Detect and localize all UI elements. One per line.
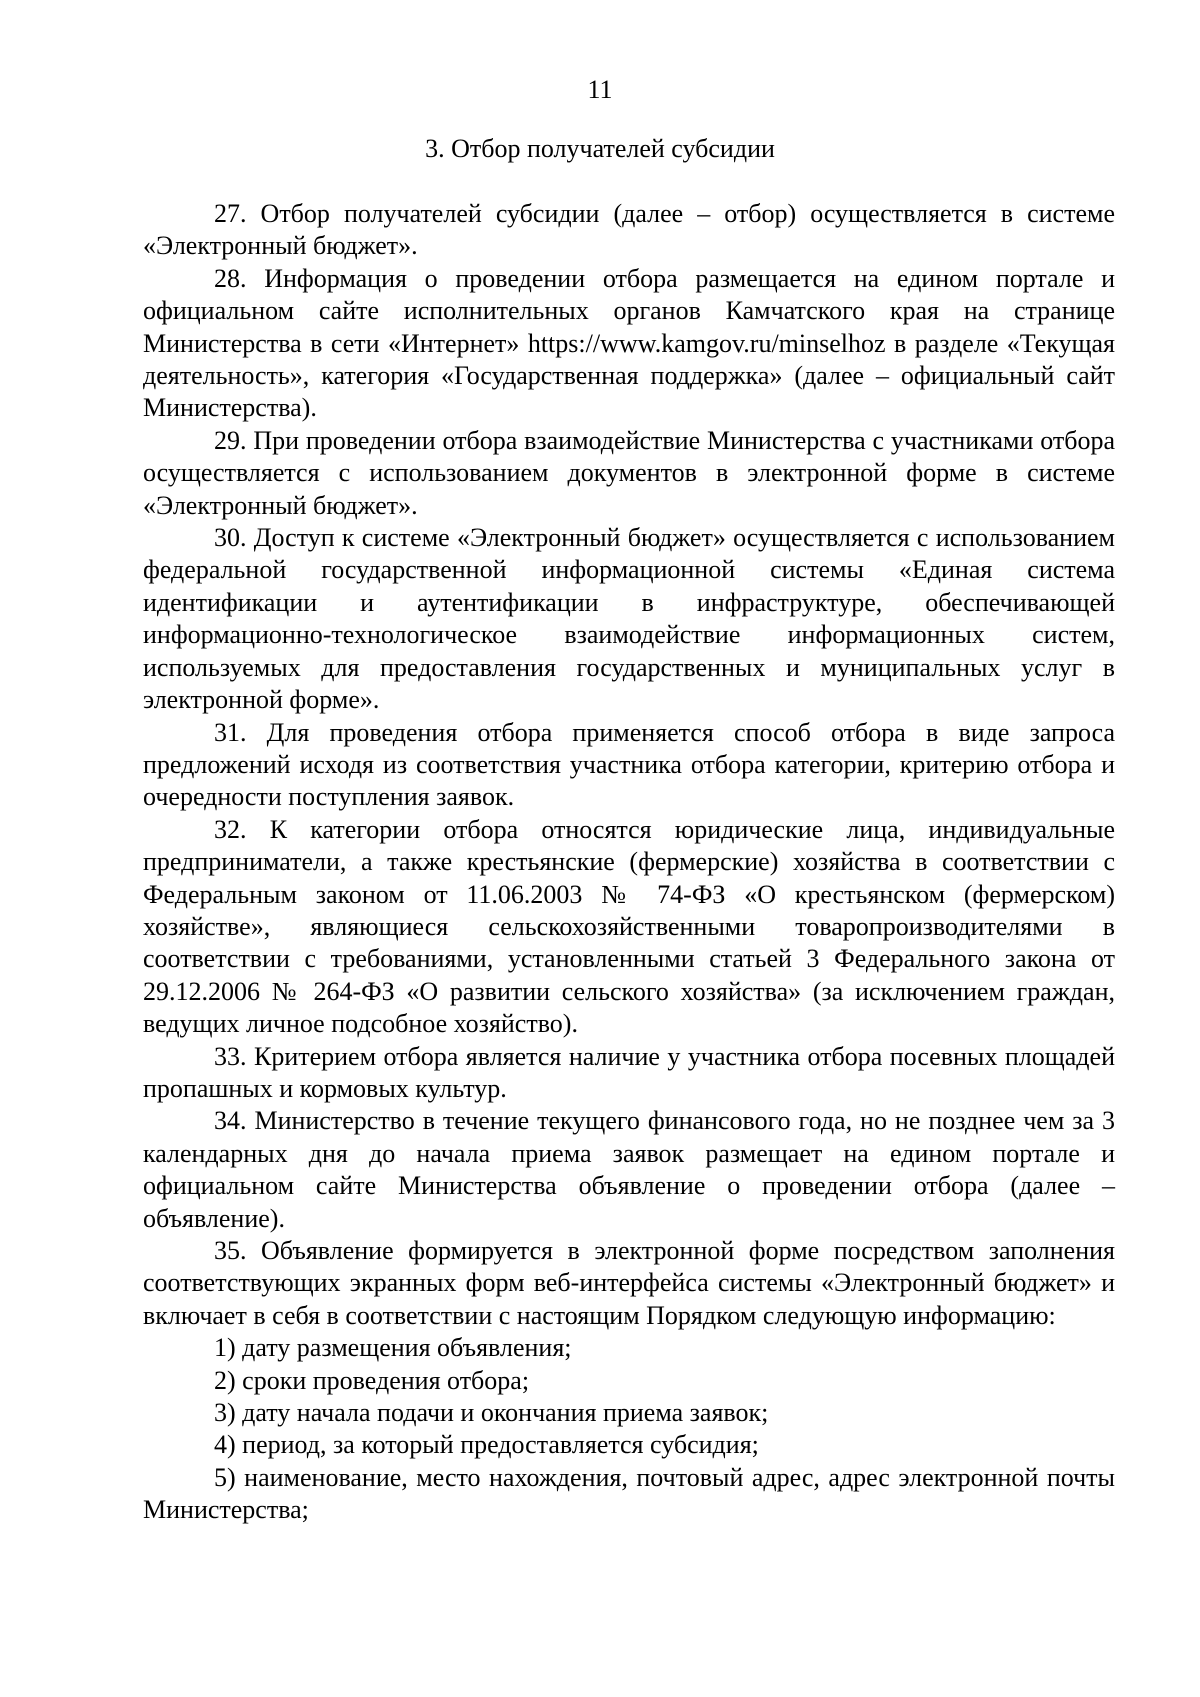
list-item-2: 2) сроки проведения отбора; [214,1365,530,1395]
list-item-5: 5) наименование, место нахождения, почтовый адрес, адрес электронной почты Министерства; [143,1462,1115,1525]
list-item-1: 1) дату размещения объявления; [214,1333,572,1363]
paragraph-28: 28. Информация о проведении отбора размещается на едином портале и официальном сайте исполнительных органов Камчатского края на странице Министерства в сети «Интернет» https://www.kamgov.ru/minselhoz в разделе «Текущая деятельность», категория «Государственная поддержка» (далее – официальный сайт Министерства). [143,263,1115,423]
section-title: 3. Отбор получателей субсидии [425,134,775,163]
paragraph-35: 35. Объявление формируется в электронной форме посредством заполнения соответствующих экранных форм веб-интерфейса системы «Электронный бюджет» и включает в себя в соответствии с настоящим Порядком следующую информацию: [143,1236,1115,1330]
paragraph-29: 29. При проведении отбора взаимодействие Министерства с участниками отбора осуществляется с использованием документов в электронной форме в системе «Электронный бюджет». [143,425,1115,520]
paragraph-34: 34. Министерство в течение текущего финансового года, но не позднее чем за 3 календарных дня до начала приема заявок размещает на едином портале и официальном сайте Министерства объявление о проведении отбора (далее – объявление). [143,1106,1115,1233]
document-body [143,198,1115,1527]
paragraph-33: 33. Критерием отбора является наличие у участника отбора посевных площадей пропашных и кормовых культур. [143,1041,1115,1103]
page-number: 11 [587,75,613,104]
list-item-3: 3) дату начала подачи и окончания приема заявок; [214,1398,769,1428]
list-item-4: 4) период, за который предоставляется субсидия; [214,1430,759,1460]
paragraph-30: 30. Доступ к системе «Электронный бюджет» осуществляется с использованием федеральной государственной информационной системы «Единая система идентификации и аутентификации в инфраструктуре, обеспечивающей информационно-технологическое взаимодействие информационных систем, используемых для предоставления государственных и муниципальных услуг в электронной форме». [143,523,1115,715]
paragraph-31: 31. Для проведения отбора применяется способ отбора в виде запроса предложений исходя из соответствия участника отбора категории, критерию отбора и очередности поступления заявок. [143,717,1115,812]
paragraph-27: 27. Отбор получателей субсидии (далее – отбор) осуществляется в системе «Электронный бюджет». [143,199,1115,261]
paragraph-32: 32. К категории отбора относятся юридические лица, индивидуальные предприниматели, а также крестьянские (фермерские) хозяйства в соответствии с Федеральным законом от 11.06.2003 № 74-ФЗ «О крестьянском (фермерском) хозяйстве», являющиеся сельскохозяйственными товаропроизводителями в соответствии с требованиями, установленными статьей 3 Федерального закона от 29.12.2006 № 264-ФЗ «О развитии сельского хозяйства» (за исключением граждан, ведущих личное подсобное хозяйство). [143,814,1115,1039]
